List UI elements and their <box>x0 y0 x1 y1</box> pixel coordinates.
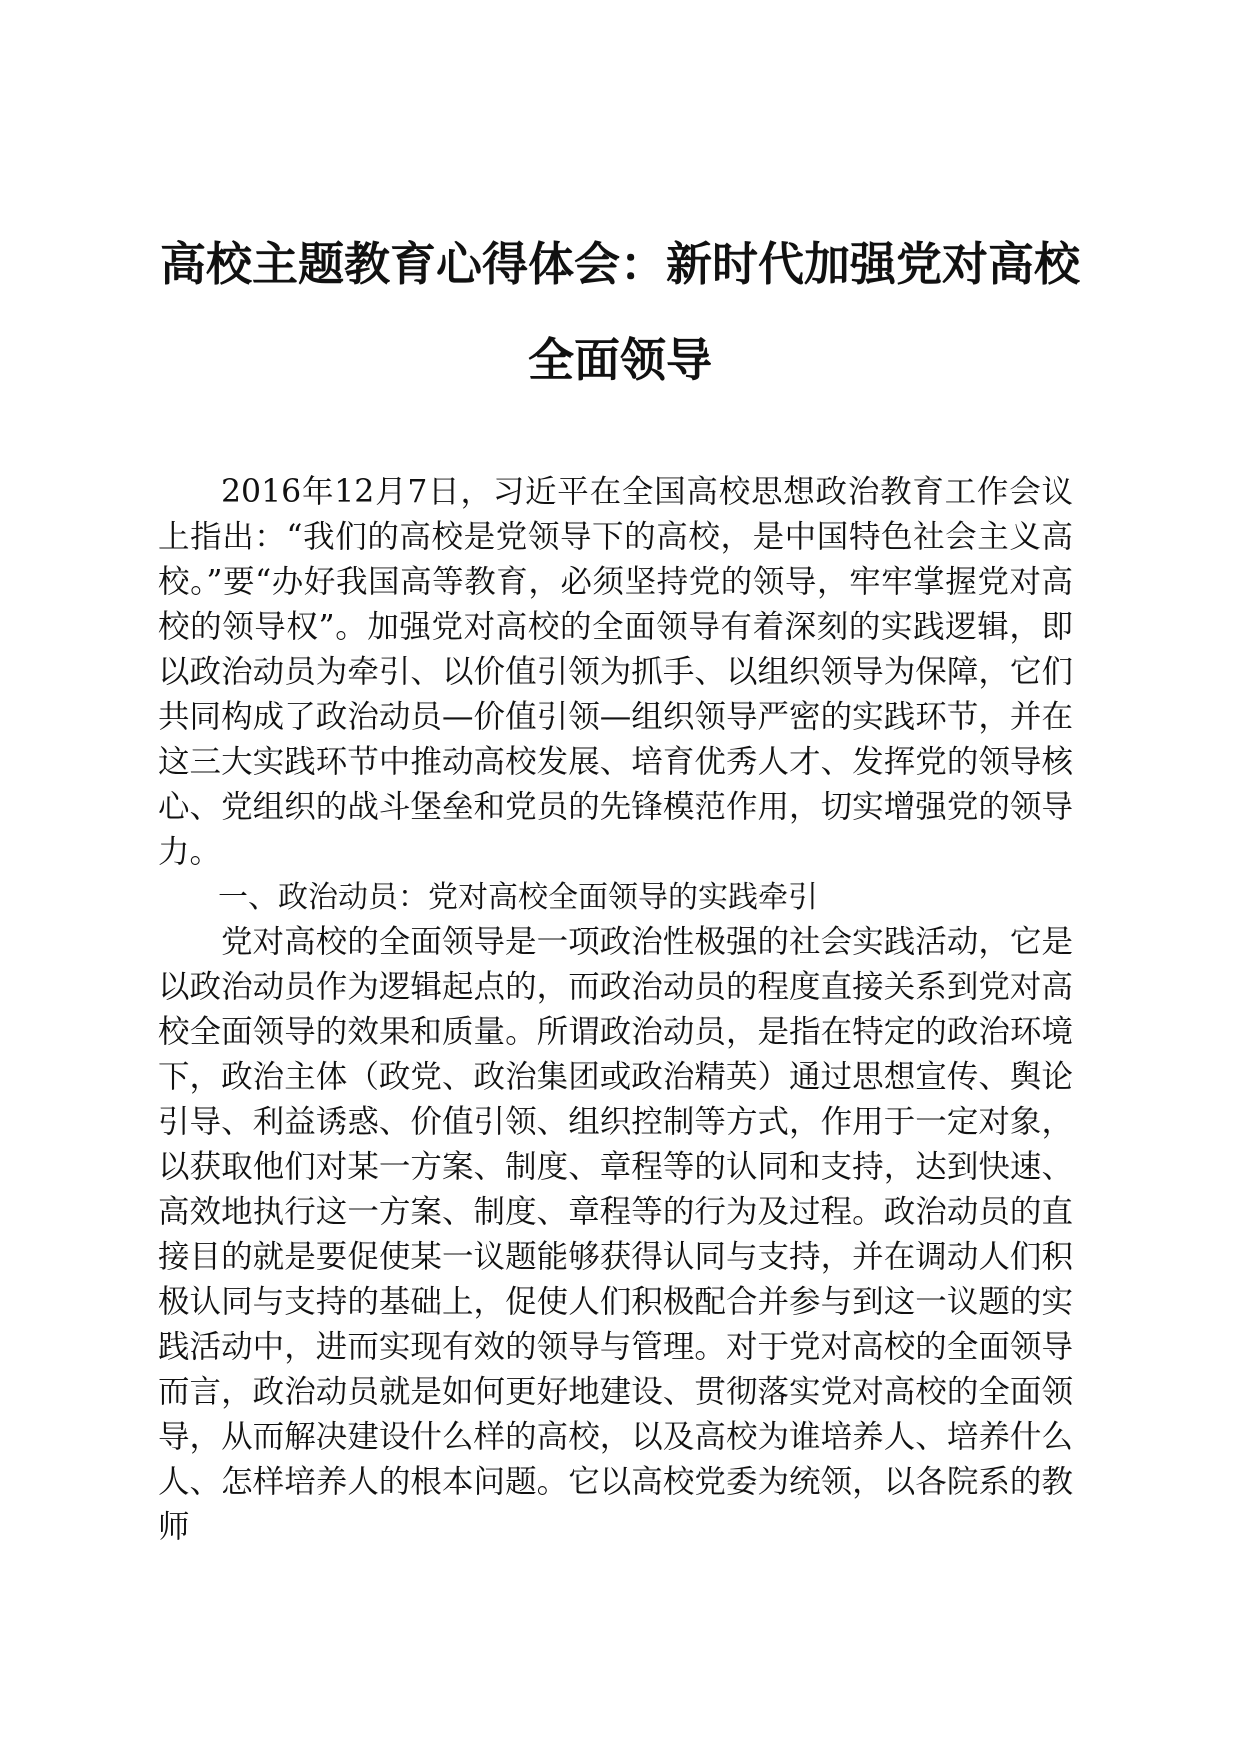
paragraph-intro: 2016年12月7日，习近平在全国高校思想政治教育工作会议上指出：“我们的高校是党领导下的高校，是中国特色社会主义高校。”要“办好我国高等教育，必须坚持党的领导，牢牢掌握党对高校的领导权”。加强党对高校的全面领导有着深刻的实践逻辑，即以政治动员为牵引、以价值引领为抓手、以组织领导为保障，它们共同构成了政治动员—价值引领—组织领导严密的实践环节，并在这三大实践环节中推动高校发展、培育优秀人才、发挥党的领导核心、党组织的战斗堡垒和党员的先锋模范作用，切实增强党的领导力。 <box>158 474 1073 870</box>
document-title: 高校主题教育心得体会：新时代加强党对高校全面领导 <box>160 237 1080 387</box>
paragraph-political-mobilization: 党对高校的全面领导是一项政治性极强的社会实践活动，它是以政治动员作为逻辑起点的，而政治动员的程度直接关系到党对高校全面领导的效果和质量。所谓政治动员，是指在特定的政治环境下，政治主体（政党、政治集团或政治精英）通过思想宣传、舆论引导、利益诱惑、价值引领、组织控制等方式，作用于一定对象，以获取他们对某一方案、制度、章程等的认同和支持，达到快速、高效地执行这一方案、制度、章程等的行为及过程。政治动员的直接目的就是要促使某一议题能够获得认同与支持，并在调动人们积极认同与支持的基础上，促使人们积极配合并参与到这一议题的实践活动中，进而实现有效的领导与管理。对于党对高校的全面领导而言，政治动员就是如何更好地建设、贯彻落实党对高校的全面领导，从而解决建设什么样的高校，以及高校为谁培养人、培养什么人、怎样培养人的根本问题。它以高校党委为统领，以各院系的教师 <box>158 924 1073 1545</box>
document-body <box>158 470 1073 1550</box>
section-heading-1: 一、政治动员：党对高校全面领导的实践牵引 <box>218 880 818 915</box>
